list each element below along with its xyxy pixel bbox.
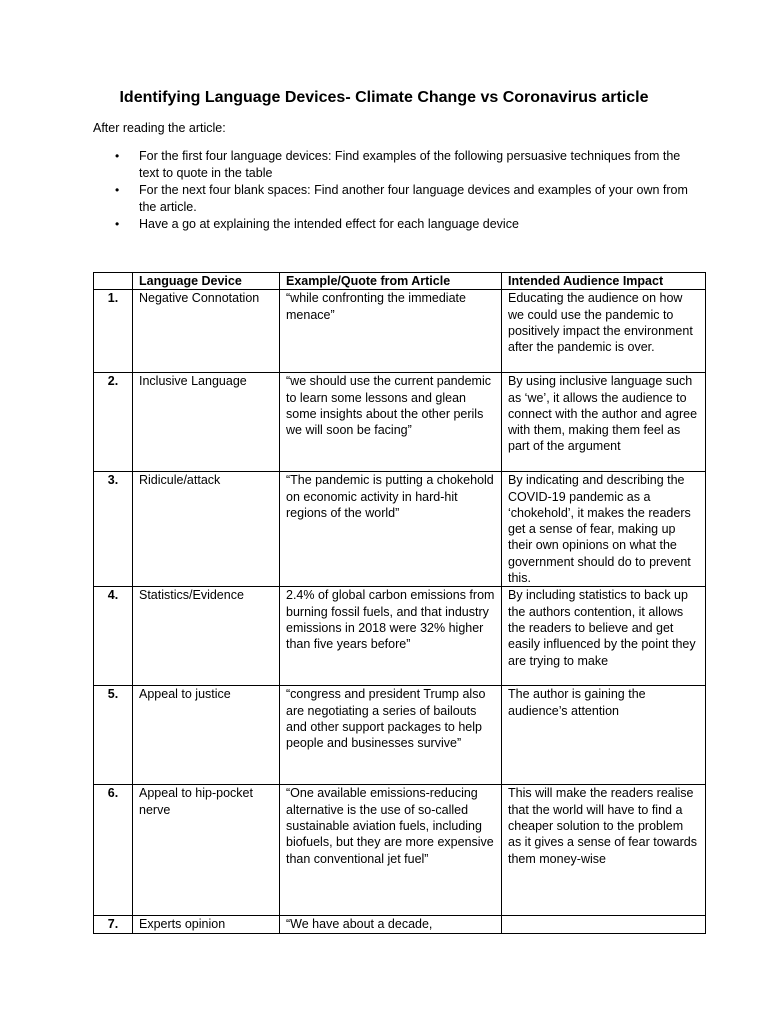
example-quote-cell: “congress and president Trump also are negotiating a series of bailouts and other support packages to help people and businesses survive”	[280, 686, 502, 785]
table-row	[94, 916, 706, 933]
instruction-list	[115, 148, 699, 234]
table-row	[94, 290, 706, 373]
table-row	[94, 472, 706, 587]
audience-impact-cell: The author is gaining the audience’s attention	[502, 686, 706, 785]
language-device-cell: Ridicule/attack	[133, 472, 280, 587]
language-device-cell: Appeal to hip-pocket nerve	[133, 785, 280, 916]
row-number: 1.	[94, 290, 133, 373]
example-quote-cell: 2.4% of global carbon emissions from burning fossil fuels, and that industry emissions in 2018 were 32% higher than five years before”	[280, 587, 502, 686]
row-number: 2.	[94, 373, 133, 472]
audience-impact-cell: Educating the audience on how we could use the pandemic to positively impact the environment after the pandemic is over.	[502, 290, 706, 373]
bullet-icon: •	[115, 217, 120, 232]
audience-impact-cell: By indicating and describing the COVID-19 pandemic as a ‘chokehold’, it makes the readers get a sense of fear, making up their own opinions on what the government should do to prevent this.	[502, 472, 706, 587]
intro-text: After reading the article:	[93, 121, 226, 135]
language-device-cell: Statistics/Evidence	[133, 587, 280, 686]
language-devices-table	[93, 272, 706, 934]
table-row	[94, 785, 706, 916]
audience-impact-cell: By including statistics to back up the authors contention, it allows the readers to believe and get easily influenced by the point they are trying to make	[502, 587, 706, 686]
instruction-text: Have a go at explaining the intended effect for each language device	[139, 217, 519, 232]
language-device-cell: Negative Connotation	[133, 290, 280, 373]
header-audience-impact: Intended Audience Impact	[502, 273, 706, 290]
example-quote-cell: “One available emissions-reducing alternative is the use of so-called sustainable aviation fuels, including biofuels, but they are more expensive than conventional jet fuel”	[280, 785, 502, 916]
instruction-item	[115, 148, 699, 181]
table-header-row	[94, 273, 706, 290]
row-number: 5.	[94, 686, 133, 785]
example-quote-cell: “The pandemic is putting a chokehold on economic activity in hard-hit regions of the world”	[280, 472, 502, 587]
instruction-item	[115, 182, 699, 215]
language-device-cell: Appeal to justice	[133, 686, 280, 785]
instruction-text: For the next four blank spaces: Find another four language devices and examples of your own from the article.	[139, 183, 688, 214]
document-title: Identifying Language Devices- Climate Change vs Coronavirus article	[119, 89, 649, 106]
example-quote-cell: “we should use the current pandemic to learn some lessons and glean some insights about the other perils we will soon be facing”	[280, 373, 502, 472]
bullet-icon: •	[115, 149, 120, 163]
audience-impact-cell: This will make the readers realise that the world will have to find a cheaper solution to the problem as it gives a sense of fear towards them money-wise	[502, 785, 706, 916]
audience-impact-cell: By using inclusive language such as ‘we’, it allows the audience to connect with the author and agree with them, making them feel as part of the argument	[502, 373, 706, 472]
table-row	[94, 373, 706, 472]
row-number: 3.	[94, 472, 133, 587]
header-language-device: Language Device	[133, 273, 280, 290]
header-number	[94, 273, 133, 290]
row-number: 6.	[94, 785, 133, 916]
row-number: 7.	[94, 916, 133, 933]
audience-impact-cell	[502, 916, 706, 933]
header-example-quote: Example/Quote from Article	[280, 273, 502, 290]
row-number: 4.	[94, 587, 133, 686]
language-device-cell: Experts opinion	[133, 916, 280, 933]
table-row	[94, 587, 706, 686]
bullet-icon: •	[115, 183, 120, 198]
example-quote-cell: “We have about a decade,	[280, 916, 502, 933]
example-quote-cell: “while confronting the immediate menace”	[280, 290, 502, 373]
instruction-text: For the first four language devices: Find examples of the following persuasive techniques from the text to quote in the table	[139, 149, 681, 180]
table-row	[94, 686, 706, 785]
instruction-item	[115, 216, 699, 233]
language-device-cell: Inclusive Language	[133, 373, 280, 472]
